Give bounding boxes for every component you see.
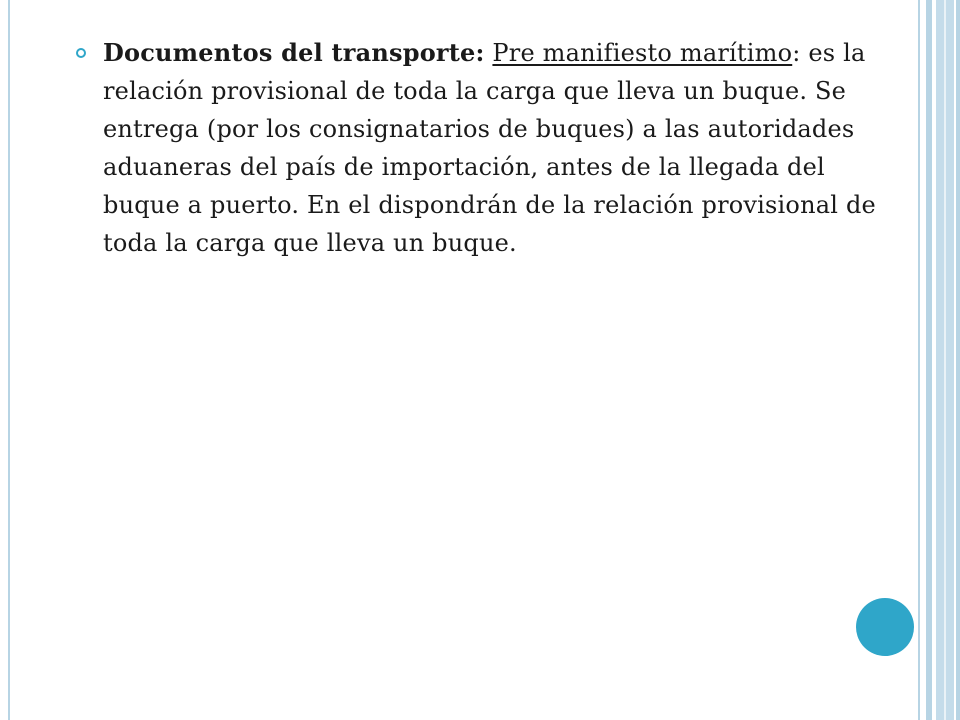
bullet-item (74, 34, 904, 262)
bullet-term: Pre manifiesto marítimo (492, 39, 793, 67)
right-stripe (918, 0, 920, 720)
right-stripe (944, 0, 946, 720)
right-stripe (956, 0, 960, 720)
right-stripe (926, 0, 932, 720)
bullet-colon: : (792, 39, 801, 67)
slide-content (74, 34, 904, 262)
bullet-body: es la relación provisional de toda la carga que lleva un buque. Se entrega (por los consignatarios de buques) a las autoridades aduaneras del país de importación, antes de la llegada del buque a puerto. En el dispondrán de la relación provisional de toda la carga que lleva un buque. (103, 39, 876, 257)
bullet-heading: Documentos del transporte: (103, 38, 485, 67)
decorative-circle (856, 598, 914, 656)
bullet-circle-icon (76, 48, 86, 58)
left-border-line (8, 0, 10, 720)
